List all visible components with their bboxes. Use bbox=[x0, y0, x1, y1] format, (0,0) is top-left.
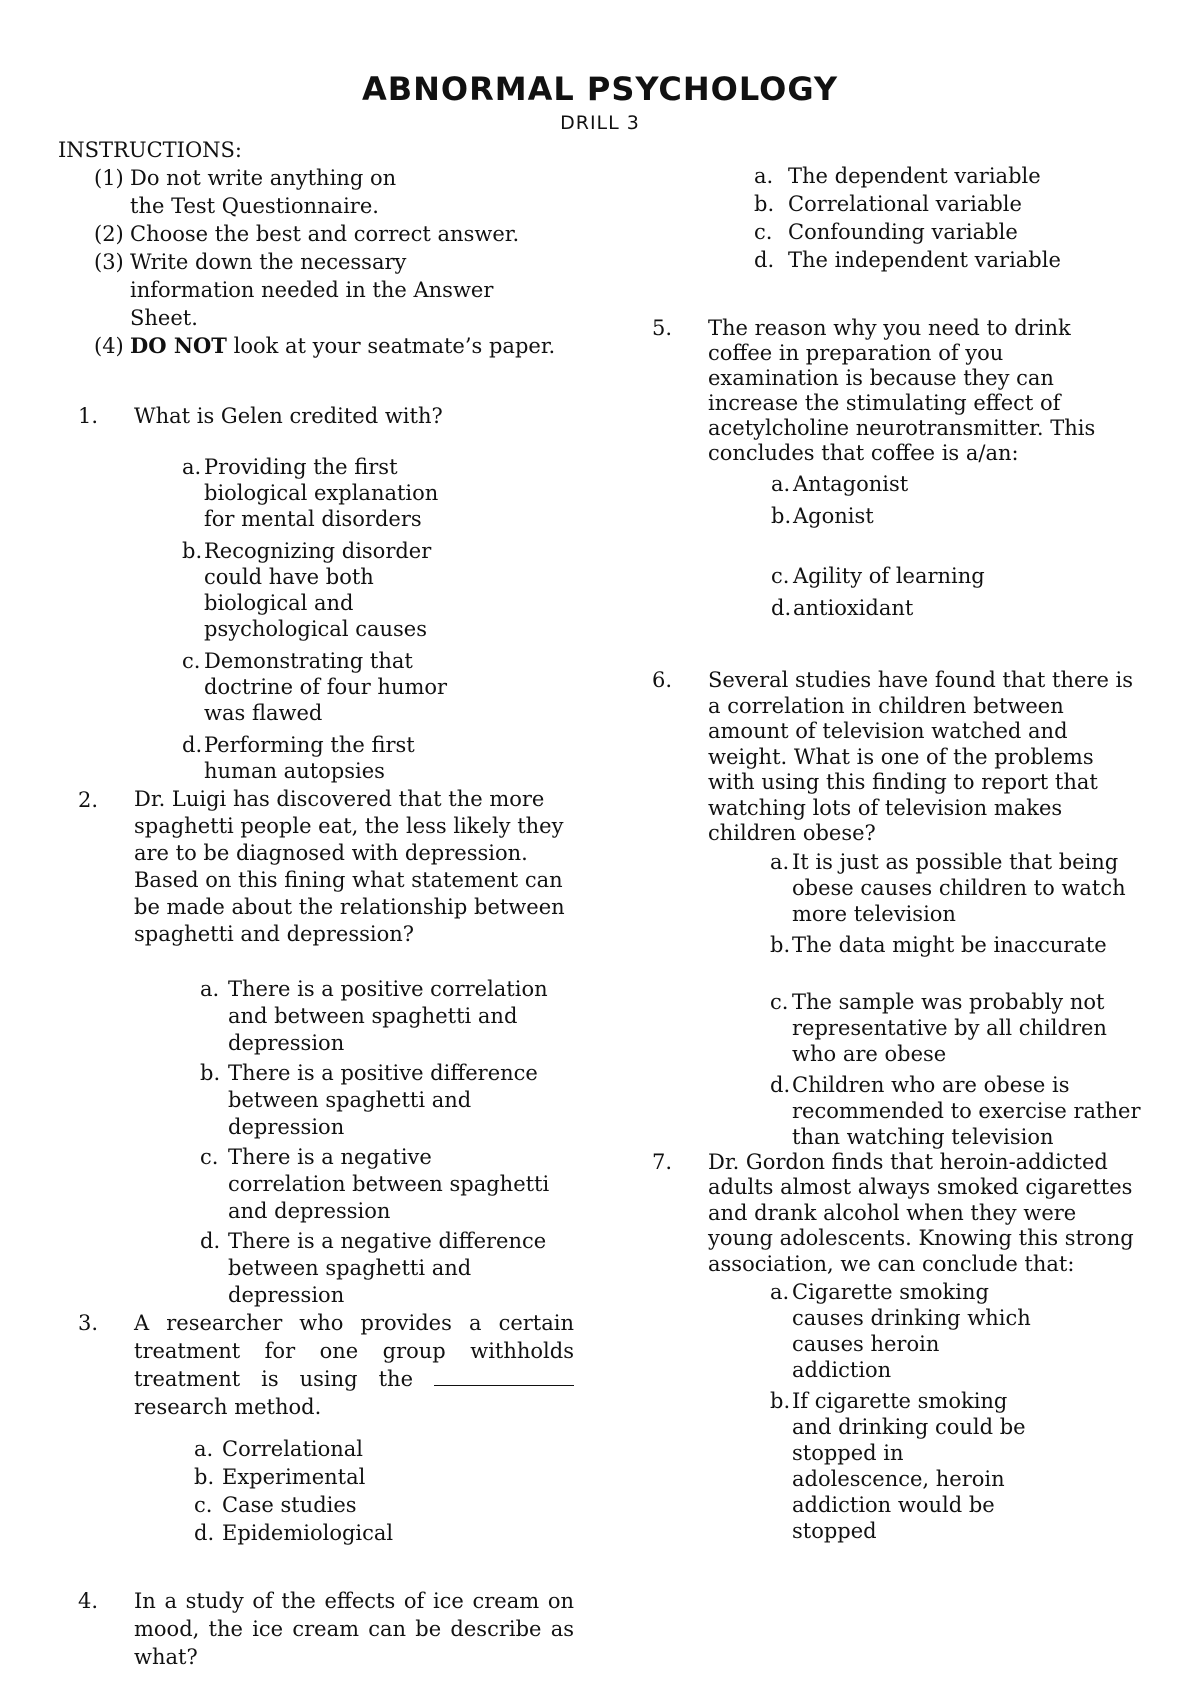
option-letter: b. bbox=[770, 1389, 791, 1413]
option-text: Correlational bbox=[222, 1437, 364, 1461]
instruction-text: Choose the best and correct answer. bbox=[130, 222, 520, 246]
answer-blank bbox=[434, 1367, 574, 1386]
option-text: Epidemiological bbox=[222, 1521, 394, 1545]
option-text: There is a negative difference between spaghetti and depression bbox=[228, 1229, 547, 1307]
instruction-text bbox=[130, 332, 555, 360]
instruction-item bbox=[94, 164, 434, 220]
option-letter: b. bbox=[182, 539, 203, 563]
answer-option[interactable] bbox=[194, 1435, 494, 1463]
instructions-list bbox=[58, 164, 603, 360]
option-text: Children who are obese is recommended to exercise rather than watching television bbox=[792, 1072, 1141, 1149]
instruction-number: (4) bbox=[94, 334, 124, 358]
page-subtitle: DRILL 3 bbox=[560, 112, 640, 134]
option-text: Agonist bbox=[793, 504, 874, 528]
instruction-text-rest: look at your seatmate’s paper. bbox=[226, 334, 556, 358]
answer-option[interactable] bbox=[770, 989, 1150, 1067]
question-1-options bbox=[182, 454, 452, 784]
answer-option[interactable] bbox=[182, 648, 452, 726]
answer-option[interactable] bbox=[754, 190, 1114, 218]
answer-option[interactable] bbox=[754, 246, 1114, 274]
option-letter: d. bbox=[754, 248, 775, 272]
option-letter: d. bbox=[200, 1229, 221, 1253]
answer-option[interactable] bbox=[770, 1388, 1040, 1544]
option-letter: c. bbox=[770, 989, 789, 1014]
option-text: The sample was probably not representative by all children who are obese bbox=[792, 989, 1107, 1066]
instruction-item bbox=[94, 248, 494, 332]
instruction-number: (2) bbox=[94, 222, 124, 246]
instruction-number: (1) bbox=[94, 166, 124, 190]
answer-option[interactable] bbox=[771, 562, 1071, 590]
option-text: There is a negative correlation between spaghetti and depression bbox=[228, 1145, 550, 1223]
answer-option[interactable] bbox=[182, 538, 452, 642]
option-letter: b. bbox=[194, 1465, 215, 1489]
instruction-text: Write down the necessary information needed in the Answer Sheet. bbox=[130, 250, 494, 330]
question-3-options bbox=[194, 1435, 494, 1547]
option-text: Demonstrating that doctrine of four humor was flawed bbox=[204, 649, 448, 725]
question-number: 3. bbox=[77, 1311, 98, 1335]
option-text: The dependent variable bbox=[788, 164, 1041, 188]
left-column bbox=[58, 136, 603, 1671]
answer-option[interactable] bbox=[200, 1228, 550, 1309]
option-text: The independent variable bbox=[788, 248, 1061, 272]
answer-option[interactable] bbox=[182, 732, 452, 784]
question-7 bbox=[651, 1149, 1164, 1278]
instruction-text: Do not write anything on the Test Questionnaire. bbox=[130, 166, 397, 218]
option-letter: a. bbox=[182, 455, 202, 479]
option-letter: a. bbox=[770, 1280, 790, 1304]
answer-option[interactable] bbox=[194, 1463, 494, 1491]
option-text: There is a positive correlation and between spaghetti and depression bbox=[228, 977, 548, 1055]
answer-option[interactable] bbox=[770, 1072, 1150, 1150]
option-letter: d. bbox=[771, 596, 792, 620]
option-letter: b. bbox=[770, 932, 791, 957]
answer-option[interactable] bbox=[194, 1491, 494, 1519]
instructions-heading: INSTRUCTIONS: bbox=[58, 138, 242, 162]
question-5 bbox=[651, 316, 1164, 466]
question-number: 2. bbox=[77, 788, 98, 812]
question-text-end: research method. bbox=[134, 1395, 322, 1419]
question-text: What is Gelen credited with? bbox=[134, 404, 443, 428]
option-text: Case studies bbox=[222, 1493, 357, 1517]
option-text: If cigarette smoking and drinking could be stopped in adolescence, heroin addiction would be stopped bbox=[792, 1389, 1026, 1543]
question-text bbox=[134, 1309, 574, 1421]
question-text: The reason why you need to drink coffee in preparation of you examination is because they can increase the stimulating effect of acetylcholine neurotransmitter. This concludes that coffee is a/an: bbox=[708, 316, 1096, 465]
question-2-options bbox=[200, 976, 550, 1309]
option-letter: a. bbox=[754, 164, 774, 188]
option-letter: a. bbox=[200, 977, 220, 1001]
answer-option[interactable] bbox=[770, 1279, 1040, 1383]
instruction-emphasis: DO NOT bbox=[130, 333, 227, 358]
answer-option[interactable] bbox=[771, 470, 1071, 498]
answer-option[interactable] bbox=[771, 594, 1071, 650]
answer-option[interactable] bbox=[200, 976, 550, 1057]
page-title: ABNORMAL PSYCHOLOGY bbox=[361, 70, 839, 108]
option-letter: b. bbox=[754, 192, 775, 216]
question-6 bbox=[651, 668, 1164, 847]
option-text: Recognizing disorder could have both biological and psychological causes bbox=[204, 539, 432, 641]
option-letter: d. bbox=[194, 1521, 215, 1545]
option-text: The data might be inaccurate bbox=[792, 932, 1107, 957]
answer-option[interactable] bbox=[770, 932, 1150, 984]
option-text: Performing the first human autopsies bbox=[204, 733, 415, 783]
option-letter: b. bbox=[771, 504, 792, 528]
answer-option[interactable] bbox=[200, 1060, 550, 1141]
instruction-number: (3) bbox=[94, 250, 124, 274]
answer-option[interactable] bbox=[770, 849, 1150, 927]
option-letter: c. bbox=[182, 649, 201, 673]
option-text: Confounding variable bbox=[788, 220, 1018, 244]
question-text: Dr. Luigi has discovered that the more spaghetti people eat, the less likely they are to be diagnosed with depression. Based on this fining what statement can be made about the relationship between spaghetti and depression? bbox=[134, 787, 565, 946]
question-1 bbox=[58, 402, 603, 430]
question-number: 6. bbox=[651, 668, 672, 692]
option-letter: d. bbox=[182, 733, 203, 757]
answer-option[interactable] bbox=[754, 218, 1114, 246]
question-number: 1. bbox=[77, 404, 98, 428]
option-letter: c. bbox=[200, 1145, 219, 1169]
option-text: Antagonist bbox=[793, 472, 909, 496]
question-number: 4. bbox=[77, 1589, 98, 1613]
right-column bbox=[651, 162, 1164, 1544]
option-letter: c. bbox=[194, 1493, 213, 1517]
option-letter: d. bbox=[770, 1072, 791, 1097]
option-text: It is just as possible that being obese causes children to watch more television bbox=[792, 849, 1126, 926]
option-letter: a. bbox=[194, 1437, 214, 1461]
question-text: Several studies have found that there is a correlation in children between amount of television watched and weight. What is one of the problems with using this finding to report that watching lots of television makes children obese? bbox=[708, 668, 1134, 845]
answer-option[interactable] bbox=[771, 502, 1071, 558]
option-text: antioxidant bbox=[793, 596, 914, 620]
question-5-options bbox=[771, 470, 1071, 650]
instruction-item bbox=[94, 332, 603, 360]
option-text: Cigarette smoking causes drinking which causes heroin addiction bbox=[792, 1280, 1031, 1382]
answer-option[interactable] bbox=[194, 1519, 494, 1547]
option-letter: a. bbox=[771, 472, 791, 496]
question-2 bbox=[58, 786, 603, 948]
question-text: Dr. Gordon finds that heroin-addicted adults almost always smoked cigarettes and drank alcohol when they were young adolescents. Knowing this strong association, we can conclude that: bbox=[708, 1149, 1134, 1276]
option-text: Providing the first biological explanation for mental disorders bbox=[204, 455, 439, 531]
option-letter: c. bbox=[754, 220, 773, 244]
question-3 bbox=[58, 1309, 603, 1421]
instruction-item bbox=[94, 220, 603, 248]
answer-option[interactable] bbox=[182, 454, 452, 532]
option-letter: b. bbox=[200, 1061, 221, 1085]
option-text: Agility of learning bbox=[793, 564, 985, 588]
question-number: 5. bbox=[651, 316, 672, 340]
option-text: Experimental bbox=[222, 1465, 366, 1489]
option-letter: c. bbox=[771, 564, 790, 588]
answer-option[interactable] bbox=[200, 1144, 550, 1225]
option-letter: a. bbox=[770, 849, 790, 874]
question-4-options bbox=[754, 162, 1114, 274]
question-4 bbox=[58, 1587, 603, 1671]
question-text: In a study of the effects of ice cream on mood, the ice cream can be describe as what? bbox=[134, 1589, 574, 1669]
question-7-options bbox=[770, 1279, 1040, 1544]
option-text: Correlational variable bbox=[788, 192, 1022, 216]
question-number: 7. bbox=[651, 1149, 672, 1174]
answer-option[interactable] bbox=[754, 162, 1114, 190]
question-6-options bbox=[770, 849, 1150, 1150]
option-text: There is a positive difference between spaghetti and depression bbox=[228, 1061, 538, 1139]
question-text-start: A researcher who provides a certain treatment for one group withholds treatment is using the bbox=[134, 1311, 574, 1391]
